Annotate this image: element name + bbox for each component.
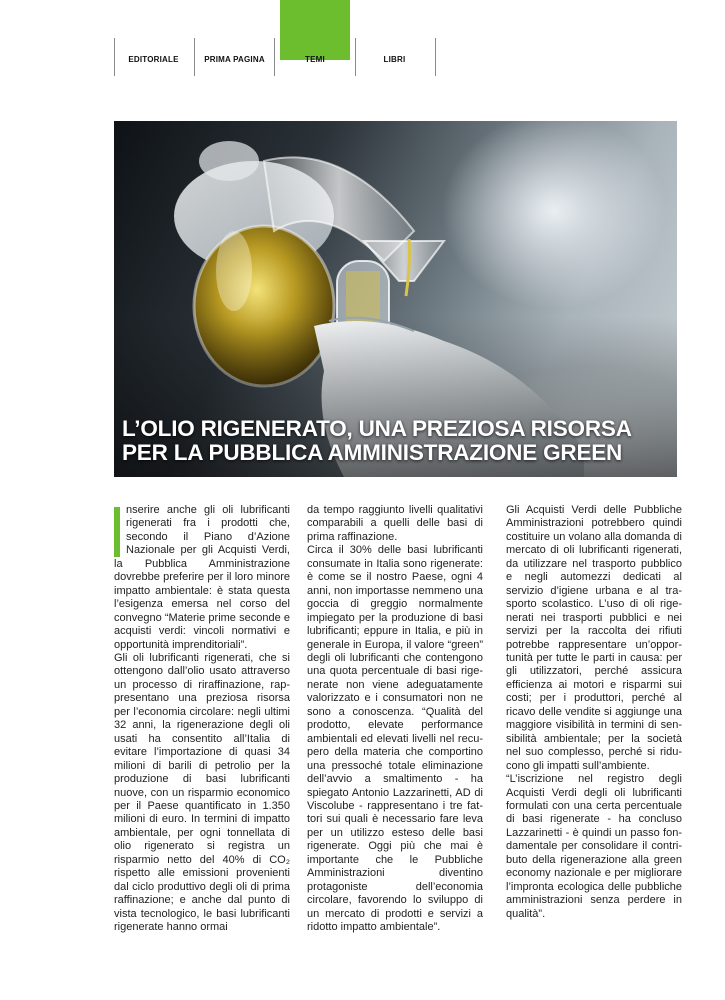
headline-line-2: PER LA PUBBLICA AMMINISTRAZIONE GREEN	[122, 440, 623, 465]
nav-divider	[274, 38, 275, 76]
tab-prima-pagina[interactable]	[174, 0, 295, 76]
nav-divider	[435, 38, 436, 76]
paragraph: da tempo raggiunto livelli qualitativi comparabili a quelli delle basi di prima raffinazione.	[307, 504, 483, 543]
tab-libri[interactable]	[334, 0, 455, 76]
headline-line-1: L’OLIO RIGENERATO, UNA PREZIOSA RISORSA	[122, 416, 632, 441]
hero-photo	[114, 121, 677, 477]
paragraph: nserire anche gli oli lubrificanti rigenerati fra i prodotti che, secondo il Piano d’Azione Nazionale per gli Acquisti Verdi, la Pubblica Amministrazione dovrebbe preferire per il loro minore impatto ambientale: è stata questa l’esigenza emersa nel corso del convegno “Materie prime seconde e acquisti verdi: vincoli normativi e opportunità imprenditoriali”.	[114, 504, 290, 651]
paragraph: Gli Acquisti Verdi delle Pubbliche Amministrazioni potrebbero quindi costituire un volano alla domanda di mercato di oli lubrificanti rigenerati, da utilizzare nel trasporto pubblico e negli automezzi dedicati al servizio d’igiene urbana e al trasporto scolastico. L’uso di oli rigenerati nei trasporti pubblici e nei servizi per la raccolta dei rifiuti potrebbe rappresentare un’opportunità per tutte le parti in causa: per gli utilizzatori, perché assicura efficienza ai motori e risparmi sui costi; per i produttori, perché al ricavo delle vendite si aggiunge una maggiore visibilità in termini di sensibilità ambientale; per la società nel suo complesso, perché si riducono gli impatti sull’ambiente.	[506, 504, 682, 772]
tab-label: PRIMA PAGINA	[204, 55, 265, 64]
article-column-2	[307, 504, 483, 935]
dropcap-marker	[114, 507, 120, 557]
tab-label: EDITORIALE	[128, 55, 179, 64]
paragraph: “L’iscrizione nel registro degli Acquisti Verdi degli oli lubrificanti formulati con una certa percentuale di basi rigenerate - ha concluso Lazzarinetti - è quindi un passo fondamentale per consolidare il contributo della rigenerazione alla green economy nazionale e per migliorare l’impronta ecologica delle pubbliche amministrazioni senza perdere in qualità”.	[506, 773, 682, 920]
article-column-3	[506, 504, 682, 921]
tab-label: TEMI	[305, 55, 325, 64]
article-headline	[122, 417, 632, 465]
paragraph: Gli oli lubrificanti rigenerati, che si ottengono dall’olio usato attraverso un processo di riraffinazione, rappresentano una preziosa risorsa per l’economia circolare: negli ultimi 32 anni, la rigenerazione degli oli usati ha consentito all’Italia di evitare l’importazione di quasi 34 milioni di barili di petrolio per la produzione di basi lubrificanti nuove, con un risparmio economico per il Paese quantificato in 1.350 milioni di euro. In termini di impatto ambientale, per ogni tonnellata di olio rigenerato si registra un risparmio netto del 40% di CO₂ rispetto alle emissioni provenienti dal ciclo produttivo degli oli di prima raffinazione; e anche dal punto di vista tecnologico, le basi lubrificanti rigenerate hanno ormai	[114, 651, 290, 934]
tab-label: LIBRI	[383, 55, 406, 64]
article-column-1	[114, 504, 290, 935]
paragraph: Circa il 30% delle basi lubrificanti consumate in Italia sono rigenerate: è come se il nostro Paese, ogni 4 anni, non importasse nemmeno una goccia di greggio normalmente impiegato per la produzione di basi lubrificanti; eppure in Italia, e più in generale in Europa, il valore “green” degli oli lubrificanti che contengono una quota percentuale di basi rigenerate non viene adeguatamente valorizzato e i consumatori non ne sono a conoscenza. “Qualità del prodotto, elevate performance ambientali ed elevati livelli nel recupero della materia che comportino una pressoché totale eliminazione dell’avvio a smaltimento - ha spiegato Antonio Lazzarinetti, AD di Viscolube - rappresentano i tre fattori sui quali è necessario fare leva per un utilizzo esteso delle basi rigenerate. Oggi più che mai è importante che le Pubbliche Amministrazioni diventino protagoniste dell’economia circolare, favorendo lo sviluppo di un mercato di prodotti e servizi a ridotto impatto ambientale”.	[307, 544, 483, 934]
section-nav	[0, 0, 725, 80]
